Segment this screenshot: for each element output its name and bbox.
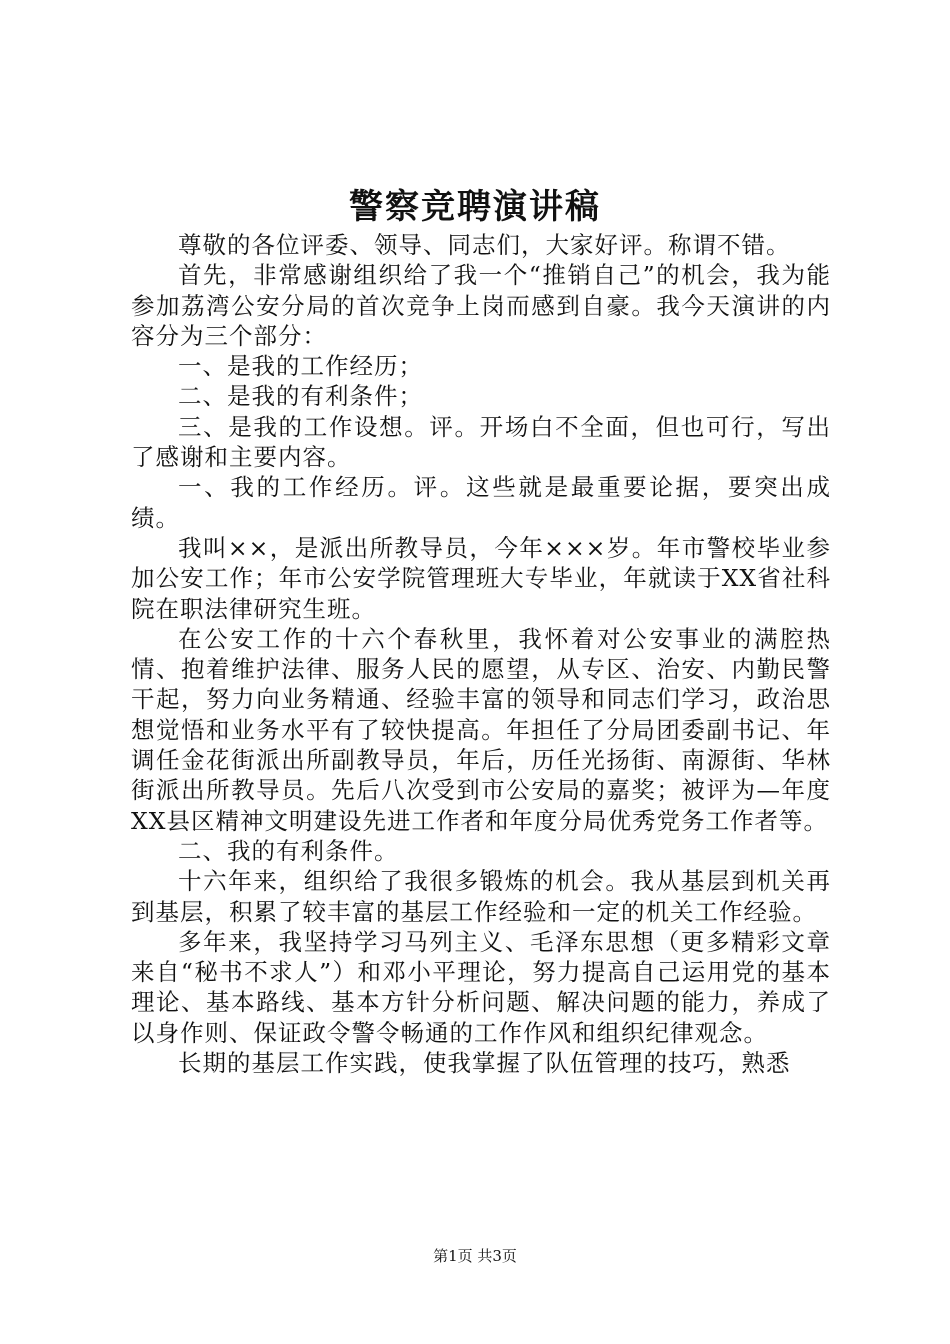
document-title: 警察竞聘演讲稿 xyxy=(349,187,601,227)
paragraph: 二、是我的有利条件； xyxy=(178,382,423,411)
paragraph: 十六年来，组织给了我很多锻炼的机会。我从基层到机关再到基层，积累了较丰富的基层工作经验和一定的机关工作经验。 xyxy=(131,867,831,926)
paragraph: 一、我的工作经历。评。这些就是最重要论据，要突出成绩。 xyxy=(131,473,831,532)
paragraph: 一、是我的工作经历； xyxy=(178,352,423,381)
page-footer: 第1页 共3页 xyxy=(433,1247,517,1265)
paragraph: 首先，非常感谢组织给了我一个“推销自己”的机会，我为能参加荔湾公安分局的首次竞争上岗而感到自豪。我今天演讲的内容分为三个部分： xyxy=(131,261,831,350)
paragraph: 多年来，我坚持学习马列主义、毛泽东思想（更多精彩文章来自“秘书不求人”）和邓小平理论，努力提高自己运用党的基本理论、基本路线、基本方针分析问题、解决问题的能力，养成了以身作则、保证政令警令畅通的工作作风和组织纪律观念。 xyxy=(131,927,831,1047)
paragraph: 二、我的有利条件。 xyxy=(178,836,399,865)
paragraph: 我叫××，是派出所教导员，今年×××岁。年市警校毕业参加公安工作；年市公安学院管理班大专毕业，年就读于XX省社科院在职法律研究生班。 xyxy=(131,533,831,623)
document-body xyxy=(131,230,831,1078)
paragraph: 三、是我的工作设想。评。开场白不全面，但也可行，写出了感谢和主要内容。 xyxy=(131,412,831,472)
paragraph: 尊敬的各位评委、领导、同志们，大家好评。称谓不错。 xyxy=(178,231,791,259)
paragraph: 在公安工作的十六个春秋里，我怀着对公安事业的满腔热情、抱着维护法律、服务人民的愿望，从专区、治安、内勤民警干起，努力向业务精通、经验丰富的领导和同志们学习，政治思想觉悟和业务水平有了较快提高。年担任了分局团委副书记、年调任金花街派出所副教导员，年后，历任光扬街、南源街、华林街派出所教导员。先后八次受到市公安局的嘉奖；被评为—年度XX县区精神文明建设先进工作者和年度分局优秀党务工作者等。 xyxy=(131,624,831,835)
paragraph: 长期的基层工作实践，使我掌握了队伍管理的技巧，熟悉 xyxy=(178,1049,791,1078)
